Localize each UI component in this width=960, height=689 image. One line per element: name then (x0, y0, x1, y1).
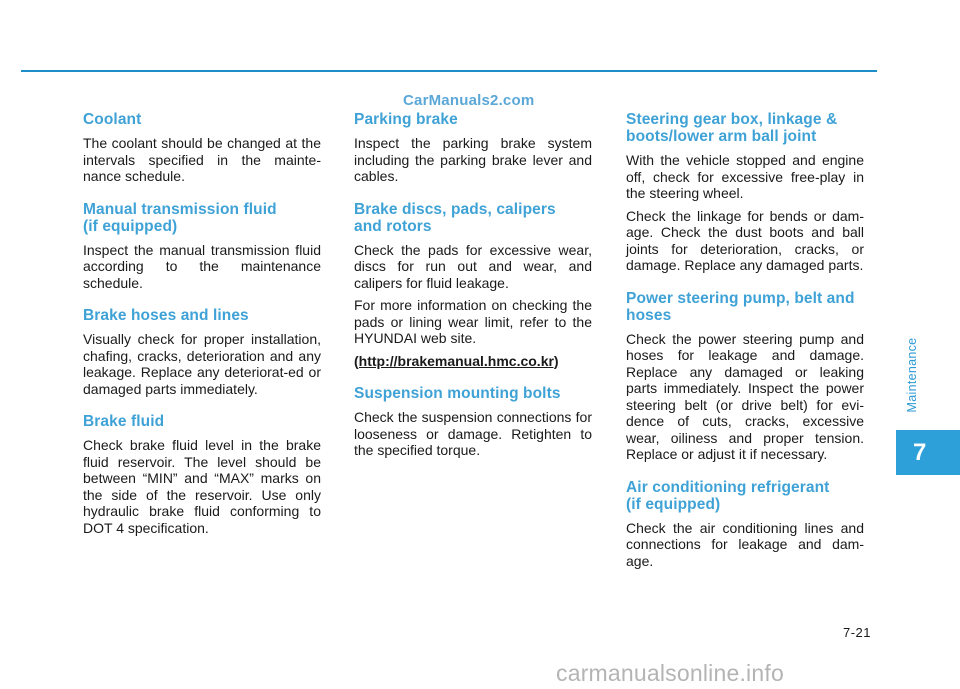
watermark-bottom: carmanualsonline.info (556, 660, 784, 686)
section-text: Check the power steering pump and hoses for leakage and damage. Replace any damaged or leaking parts immediately. Inspect the power steering belt (or drive belt) for evi-dence of cuts, cracks, excessive wear, oiliness and proper tension. Replace or adjust it if necessary. (626, 330, 864, 462)
section-parking-brake (354, 111, 592, 185)
section-suspension-bolts (354, 385, 592, 459)
section-heading: Brake hoses and lines (83, 307, 249, 324)
column-3 (626, 111, 864, 585)
header-rule (21, 70, 877, 72)
section-heading: Coolant (83, 111, 142, 128)
chapter-tab (896, 430, 960, 475)
section-text: Check the air conditioning lines and connections for leakage and dam-age. (626, 519, 864, 569)
section-heading: Air conditioning refrigerant (if equipped) (626, 478, 830, 513)
section-text: Check brake fluid level in the brake fluid reservoir. The level should be between “MIN” and “MAX” marks on the side of the reservoir. Use only hydraulic brake fluid conforming to DOT 4 specification. (83, 437, 321, 536)
page-number: 7-21 (843, 625, 872, 640)
watermark-top: CarManuals2.com (403, 92, 535, 109)
section-air-conditioning (626, 479, 864, 570)
section-text: The coolant should be changed at the intervals specified in the mainte-nance schedule. (83, 135, 321, 184)
brake-manual-link[interactable]: (http://brakemanual.hmc.co.kr) (354, 352, 559, 369)
section-manual-transmission-fluid (83, 201, 321, 292)
section-text: Inspect the manual transmission fluid according to the maintenance schedule. (83, 241, 321, 291)
section-heading: Manual transmission fluid (if equipped) (83, 200, 277, 235)
section-text: Check the linkage for bends or dam-age. Check the dust boots and ball joints for deterioration, cracks, or damage. Replace any damaged parts. (626, 207, 864, 273)
section-text: Inspect the parking brake system including the parking brake lever and cables. (354, 135, 592, 184)
section-text: For more information on checking the pads or lining wear limit, refer to the HYUNDAI web site. (354, 297, 592, 346)
section-heading: Brake fluid (83, 413, 165, 430)
section-text: Check the pads for excessive wear, discs for run out and wear, and calipers for fluid leakage. (354, 241, 592, 291)
section-heading: Parking brake (354, 111, 458, 128)
section-heading: Suspension mounting bolts (354, 385, 561, 402)
section-brake-hoses (83, 307, 321, 397)
section-text: Visually check for proper installation, chafing, cracks, deterioration and any leakage. Replace any deteriorat-ed or damaged parts immediately. (83, 331, 321, 397)
column-1 (83, 111, 321, 552)
section-text: Check the suspension connections for looseness or damage. Retighten to the specified torque. (354, 409, 592, 458)
section-heading: Power steering pump, belt and hoses (626, 289, 855, 324)
column-2 (354, 111, 592, 475)
chapter-number: 7 (913, 438, 927, 466)
section-power-steering (626, 290, 864, 463)
section-brake-fluid (83, 413, 321, 536)
section-heading: Brake discs, pads, calipers and rotors (354, 200, 556, 235)
section-coolant (83, 111, 321, 185)
chapter-side-label: Maintenance (905, 337, 919, 413)
section-brake-discs (354, 201, 592, 370)
section-text: With the vehicle stopped and engine off, check for excessive free-play in the steering wheel. (626, 152, 864, 201)
section-heading: Steering gear box, linkage & boots/lower arm ball joint (626, 111, 838, 145)
section-steering-gear (626, 111, 864, 274)
